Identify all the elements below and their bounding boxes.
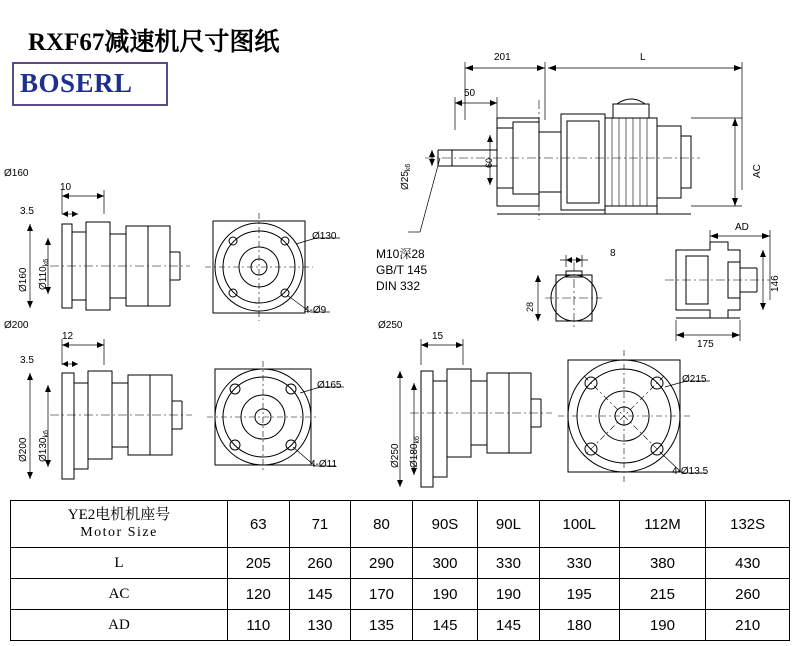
cell-L-3: 300	[412, 548, 477, 579]
bore-250-label: Ø250	[390, 443, 401, 468]
row-label-L: L	[11, 548, 228, 579]
thread-note-line2: GB/T 145	[376, 263, 428, 277]
cell-AC-5: 195	[539, 579, 619, 610]
dim-8-label: 8	[610, 248, 616, 259]
table-col-4: 90L	[478, 501, 540, 548]
bore-160-label: Ø160	[18, 267, 29, 292]
cell-AD-6: 190	[619, 610, 706, 641]
table-col-2: 80	[351, 501, 413, 548]
cell-L-1: 260	[289, 548, 351, 579]
dim-201-label: 201	[494, 52, 511, 63]
cell-AD-3: 145	[412, 610, 477, 641]
cell-AC-0: 120	[228, 579, 290, 610]
motor-size-header-en: Motor Size	[80, 525, 158, 540]
cell-L-7: 430	[706, 548, 790, 579]
cell-L-2: 290	[351, 548, 413, 579]
thread-note-line3: DIN 332	[376, 279, 421, 293]
table-row-header	[11, 501, 790, 548]
cell-AD-5: 180	[539, 610, 619, 641]
dim-L-label: L	[640, 52, 646, 63]
cell-AC-6: 215	[619, 579, 706, 610]
pcd-130-label: Ø130	[312, 231, 337, 242]
table-col-0: 63	[228, 501, 290, 548]
dimension-table	[10, 500, 790, 641]
dim-28-label: 28	[525, 301, 535, 312]
table-row	[11, 610, 790, 641]
dim-10-label: 10	[60, 182, 72, 193]
dim-50-label: 50	[464, 88, 476, 99]
row-label-AD: AD	[11, 610, 228, 641]
motor-size-header	[11, 501, 228, 548]
dim-AC-label: AC	[752, 164, 763, 178]
bore-110-label: $Ø110_{k6}$	[38, 258, 50, 290]
cell-AD-4: 145	[478, 610, 540, 641]
cell-L-4: 330	[478, 548, 540, 579]
table-row	[11, 548, 790, 579]
flange-200-label: Ø200	[4, 320, 29, 331]
cell-AD-7: 210	[706, 610, 790, 641]
cell-AC-4: 190	[478, 579, 540, 610]
bore-130-label: $Ø130_{k6}$	[38, 430, 50, 462]
row-label-AC: AC	[11, 579, 228, 610]
shaft-dia-label: $Ø25_{k6}$	[400, 163, 412, 190]
dim-AD-label: AD	[735, 222, 749, 233]
holes-4-9-label: 4-Ø9	[304, 305, 327, 316]
cell-L-5: 330	[539, 548, 619, 579]
motor-size-header-cn: YE2电机机座号	[67, 507, 171, 523]
dim-3.5-label-200: 3.5	[20, 355, 34, 366]
cell-L-6: 380	[619, 548, 706, 579]
brand-logo-text: BOSERL	[20, 68, 133, 98]
page-title: RXF67减速机尺寸图纸	[28, 29, 280, 56]
pcd-165-label: Ø165	[317, 380, 342, 391]
holes-4-11-label: 4-Ø11	[310, 459, 338, 470]
cell-AC-3: 190	[412, 579, 477, 610]
cell-AC-7: 260	[706, 579, 790, 610]
cell-AC-2: 170	[351, 579, 413, 610]
dim-60-label: 60	[484, 157, 494, 168]
cell-AD-2: 135	[351, 610, 413, 641]
table-col-7: 132S	[706, 501, 790, 548]
dim-3.5-label-160: 3.5	[20, 206, 34, 217]
cell-L-0: 205	[228, 548, 290, 579]
cell-AC-1: 145	[289, 579, 351, 610]
cell-AD-1: 130	[289, 610, 351, 641]
table-col-5: 100L	[539, 501, 619, 548]
table-row	[11, 579, 790, 610]
table-col-3: 90S	[412, 501, 477, 548]
dim-175-label: 175	[697, 339, 714, 350]
flange-250-label: Ø250	[378, 320, 403, 331]
bore-200-label: Ø200	[18, 437, 29, 462]
pcd-215-label: Ø215	[682, 374, 707, 385]
dim-15-label: 15	[432, 331, 444, 342]
table-col-6: 112M	[619, 501, 706, 548]
bore-180-label: $Ø180_{k6}$	[409, 436, 421, 468]
thread-note-line1: M10深28	[376, 247, 425, 261]
dim-12-label: 12	[62, 331, 74, 342]
holes-4-13.5-label: 4-Ø13.5	[672, 466, 709, 477]
table-col-1: 71	[289, 501, 351, 548]
flange-160-label: Ø160	[4, 168, 29, 179]
cell-AD-0: 110	[228, 610, 290, 641]
dim-146-label: 146	[770, 275, 781, 292]
